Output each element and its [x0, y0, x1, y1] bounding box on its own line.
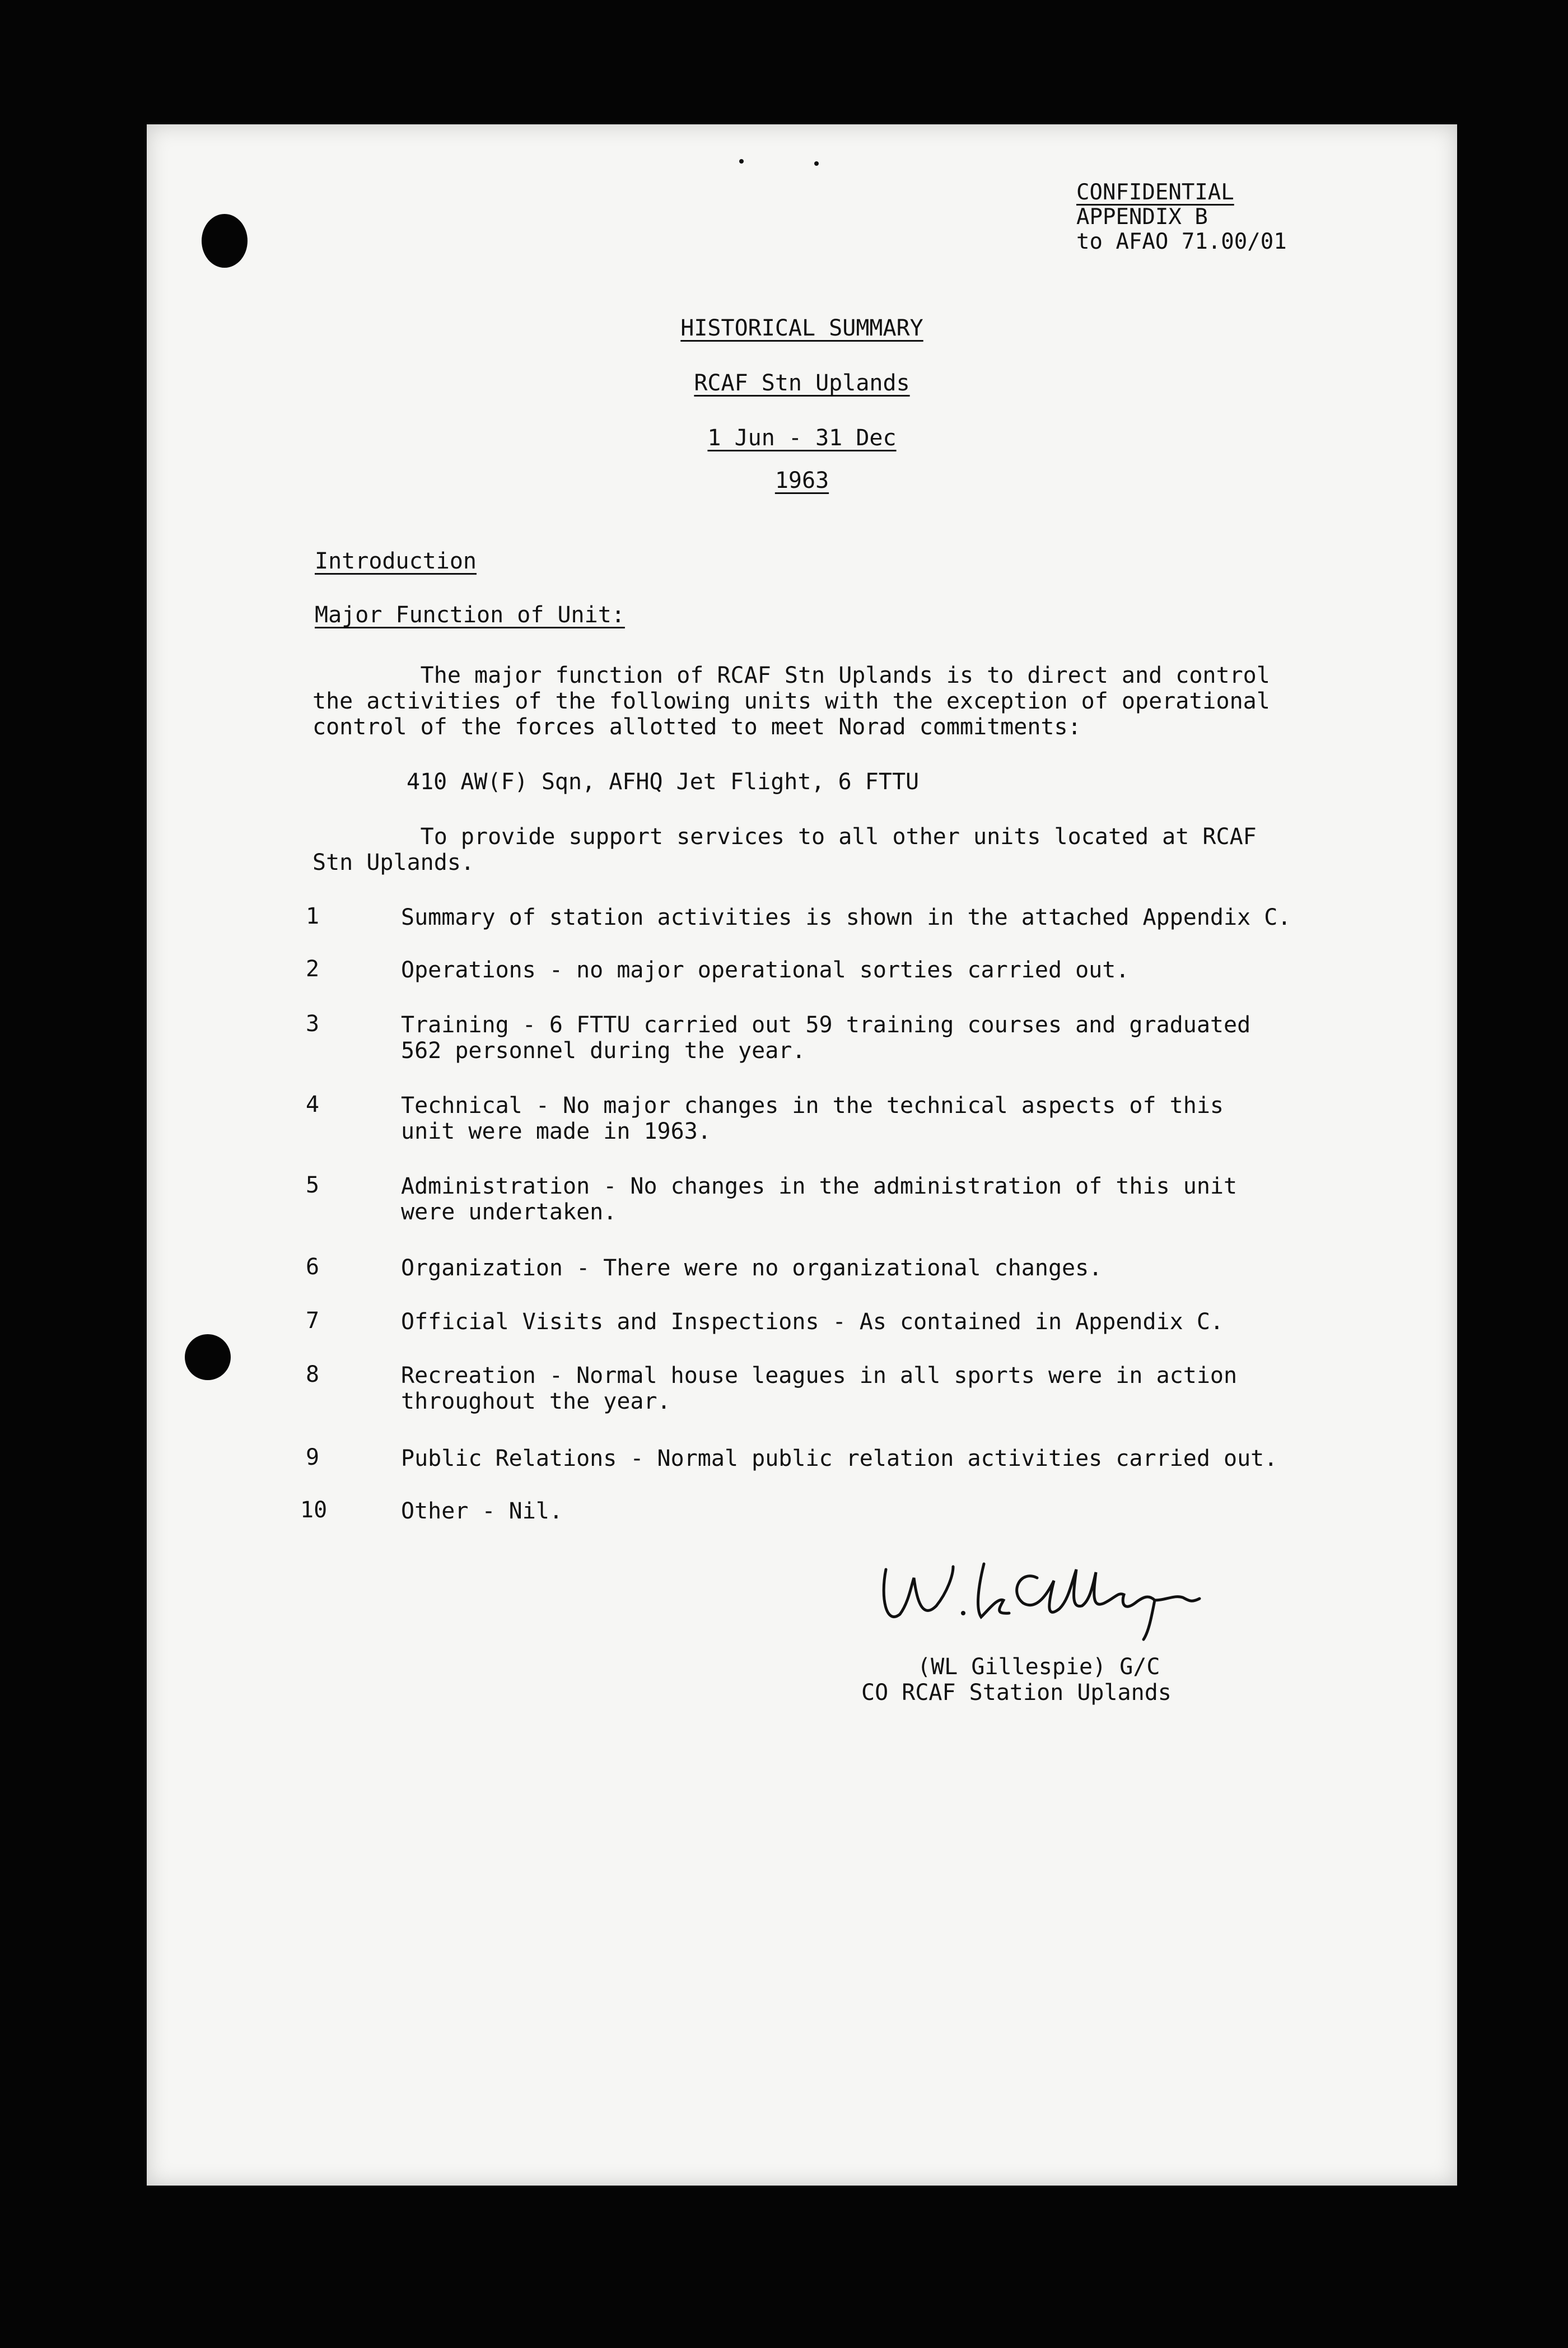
item-number: 9: [306, 1445, 320, 1470]
year-title: 1963: [774, 468, 829, 493]
classification-label: CONFIDENTIAL: [1076, 180, 1234, 205]
signatory-title: CO RCAF Station Uplands: [861, 1680, 1172, 1706]
item-text: unit were made in 1963.: [401, 1119, 711, 1144]
punch-hole-middle: [185, 1334, 231, 1380]
ink-speck: [814, 161, 819, 166]
station-title: RCAF Stn Uplands: [694, 370, 910, 396]
item-number: 8: [306, 1362, 320, 1387]
introduction-heading: Introduction: [315, 548, 477, 574]
paragraph-line: the activities of the following units with the exception of operational: [312, 688, 1270, 714]
paragraph-line: Stn Uplands.: [312, 850, 474, 875]
paragraph-line: To provide support services to all other units located at RCAF: [312, 824, 1257, 850]
item-text: Training - 6 FTTU carried out 59 training courses and graduated: [401, 1012, 1251, 1038]
item-text: Operations - no major operational sorties carried out.: [401, 957, 1130, 983]
ink-speck: [739, 159, 744, 164]
item-text: throughout the year.: [401, 1389, 671, 1414]
appendix-label: APPENDIX B: [1076, 204, 1208, 230]
period-title: 1 Jun - 31 Dec: [707, 425, 897, 451]
item-text: Public Relations - Normal public relation activities carried out.: [401, 1446, 1278, 1471]
item-number: 2: [306, 956, 320, 982]
item-text: were undertaken.: [401, 1199, 617, 1225]
handwritten-signature: [869, 1547, 1205, 1642]
item-text: Summary of station activities is shown in the attached Appendix C.: [401, 905, 1291, 930]
item-text: Recreation - Normal house leagues in all sports were in action: [401, 1363, 1238, 1389]
item-text: Administration - No changes in the administration of this unit: [401, 1173, 1238, 1199]
item-text: Official Visits and Inspections - As contained in Appendix C.: [401, 1309, 1224, 1335]
punch-hole-top: [202, 214, 248, 268]
signatory-name: (WL Gillespie) G/C: [917, 1654, 1160, 1680]
document-page: [147, 124, 1457, 2186]
document-title: HISTORICAL SUMMARY: [680, 315, 923, 341]
item-number: 1: [306, 903, 320, 929]
item-text: Organization - There were no organizational changes.: [401, 1255, 1103, 1281]
item-number: 10: [300, 1497, 328, 1523]
item-number: 7: [306, 1308, 320, 1334]
paragraph-line: control of the forces allotted to meet Norad commitments:: [312, 714, 1081, 740]
units-list: 410 AW(F) Sqn, AFHQ Jet Flight, 6 FTTU: [407, 769, 920, 795]
item-number: 4: [306, 1092, 320, 1117]
item-text: 562 personnel during the year.: [401, 1038, 806, 1064]
item-number: 5: [306, 1172, 320, 1198]
item-text: Technical - No major changes in the technical aspects of this: [401, 1093, 1224, 1119]
item-number: 6: [306, 1254, 320, 1280]
classification-block: [1076, 180, 1287, 254]
item-number: 3: [306, 1011, 320, 1037]
item-text: Other - Nil.: [401, 1498, 563, 1524]
major-function-heading: Major Function of Unit:: [315, 602, 625, 628]
reference-label: to AFAO 71.00/01: [1076, 229, 1287, 254]
paragraph-line: The major function of RCAF Stn Uplands is to direct and control: [312, 663, 1270, 688]
